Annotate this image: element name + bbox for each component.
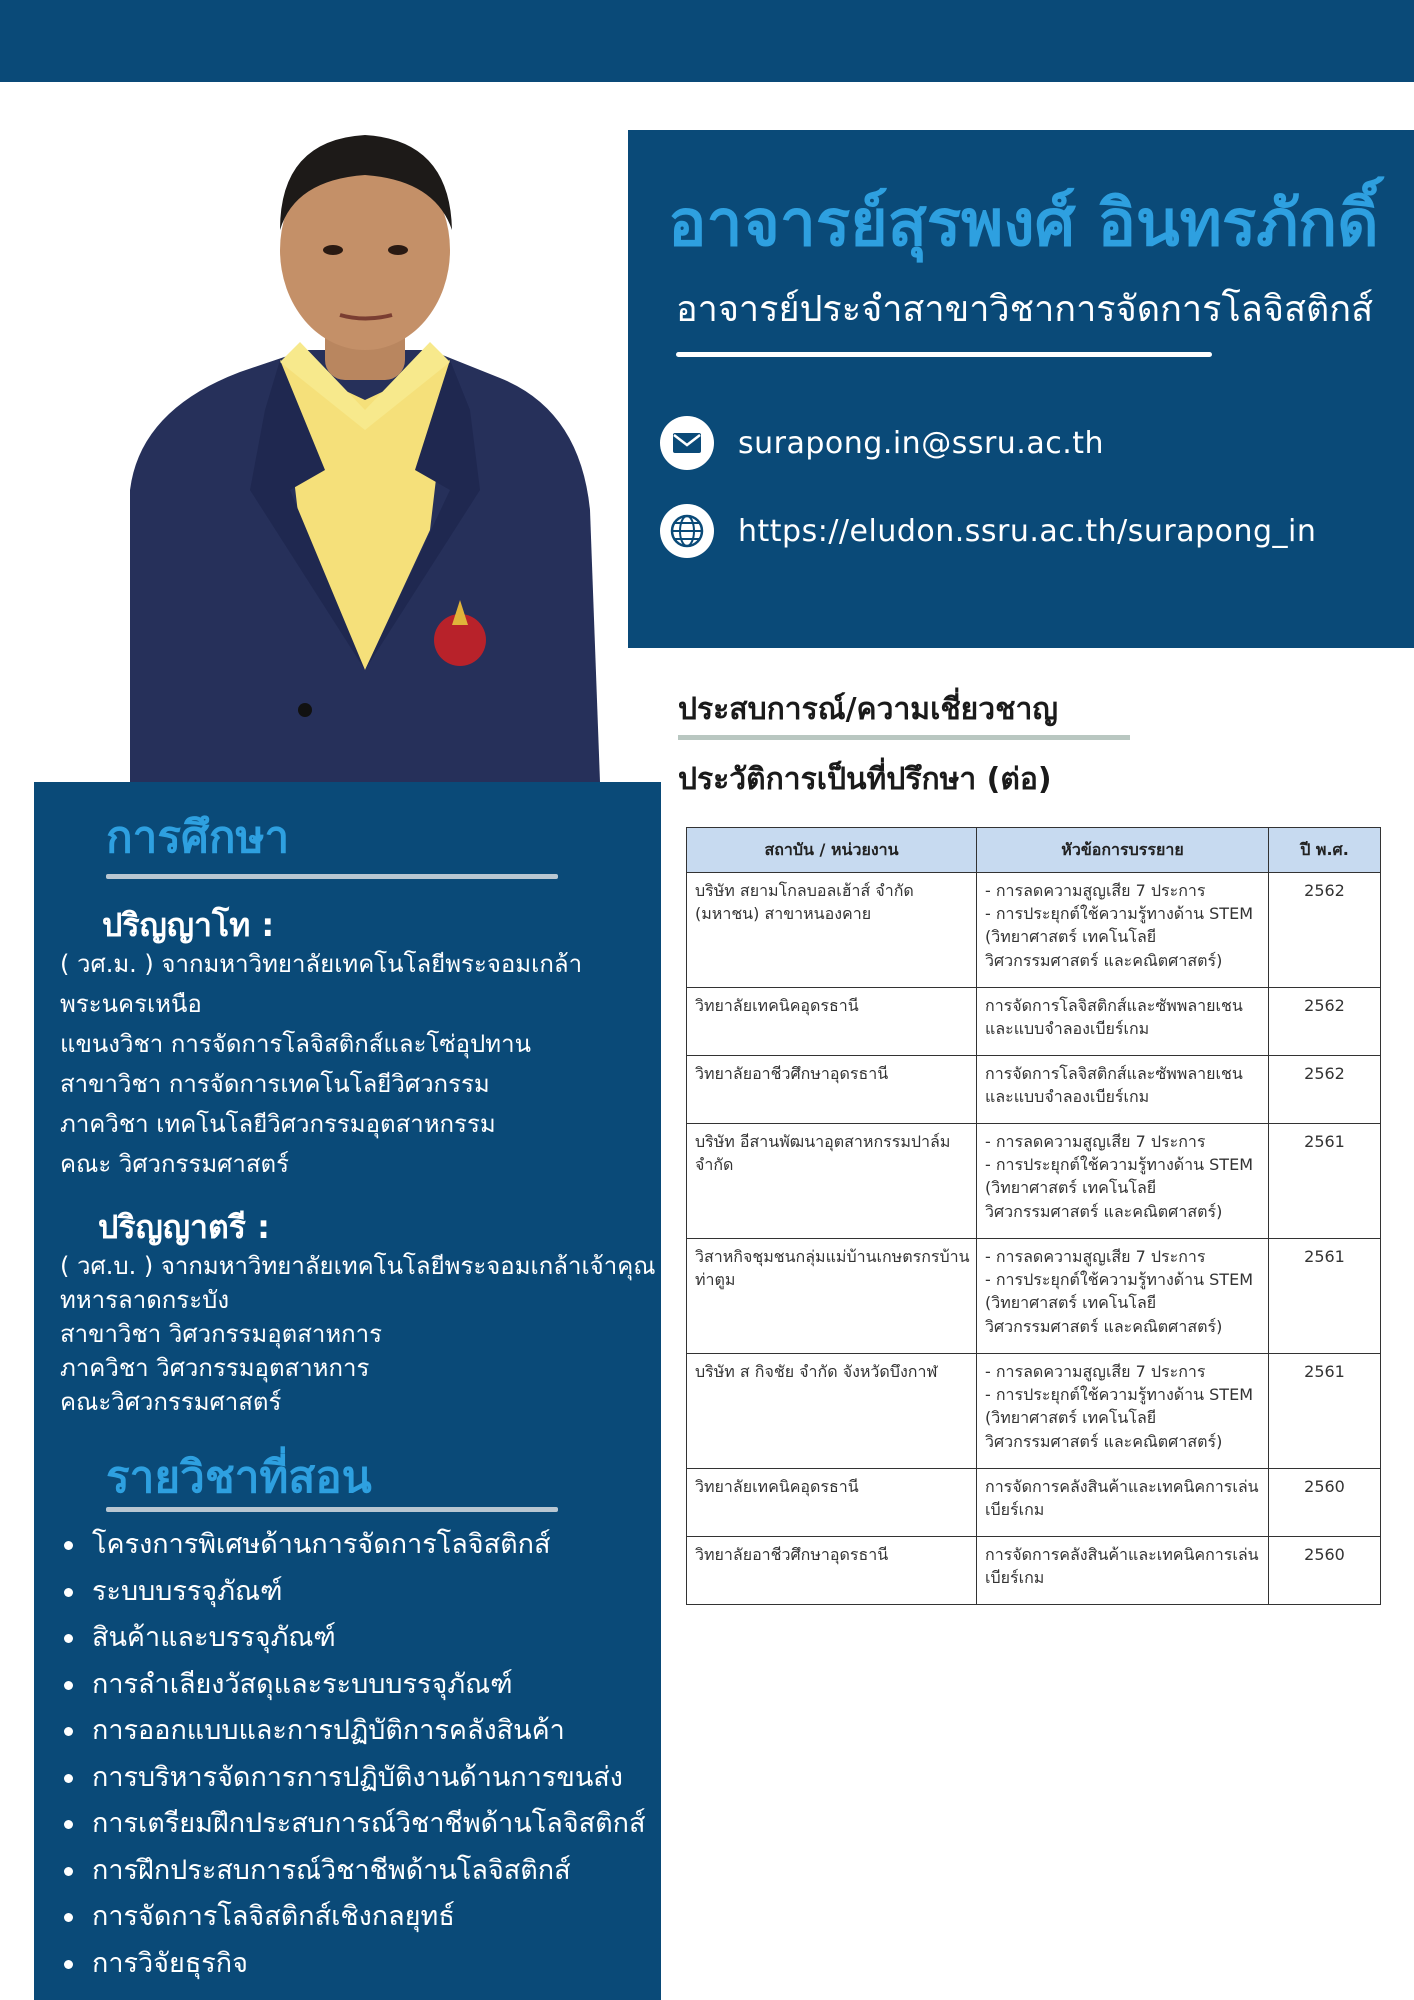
- masters-line: แขนงวิชา การจัดการโลจิสติกส์และโซ่อุปทาน: [60, 1030, 531, 1058]
- website-link[interactable]: https://eludon.ssru.ac.th/surapong_in: [738, 513, 1317, 549]
- education-divider: [106, 874, 558, 879]
- header-divider: [676, 352, 1212, 357]
- year-cell: 2561: [1269, 1239, 1381, 1354]
- profile-photo: [130, 110, 600, 782]
- course-list: [58, 1522, 646, 1987]
- bachelors-line: ( วศ.บ. ) จากมหาวิทยาลัยเทคโนโลยีพระจอมเกล้าเจ้าคุณ: [60, 1252, 656, 1280]
- org-cell: บริษัท สยามโกลบอลเฮ้าส์ จำกัด (มหาชน) สาขาหนองคาย: [687, 873, 977, 988]
- table-row: [687, 1056, 1381, 1124]
- year-cell: 2560: [1269, 1537, 1381, 1605]
- instructor-role: อาจารย์ประจำสาขาวิชาการจัดการโลจิสติกส์: [676, 289, 1374, 330]
- bachelors-line: คณะวิศวกรรมศาสตร์: [60, 1388, 282, 1416]
- org-cell: วิสาหกิจชุมชนกลุ่มแม่บ้านเกษตรกรบ้าน ท่าตูม: [687, 1239, 977, 1354]
- masters-line: พระนครเหนือ: [60, 990, 202, 1018]
- topic-cell: การจัดการคลังสินค้าและเทคนิคการเล่น เบียร์เกม: [977, 1469, 1269, 1537]
- header-panel: [628, 130, 1414, 648]
- masters-line: คณะ วิศวกรรมศาสตร์: [60, 1150, 289, 1178]
- topic-cell: - การลดความสูญเสีย 7 ประการ - การประยุกต์ใช้ความรู้ทางด้าน STEM (วิทยาศาสตร์ เทคโนโลยี วิศวกรรมศาสตร์ และคณิตศาสตร์): [977, 1354, 1269, 1469]
- topic-cell: การจัดการโลจิสติกส์และซัพพลายเชน และแบบจำลองเบียร์เกม: [977, 1056, 1269, 1124]
- year-cell: 2562: [1269, 873, 1381, 988]
- course-item: สินค้าและบรรจุภัณฑ์: [58, 1615, 646, 1662]
- column-header: สถาบัน / หน่วยงาน: [687, 828, 977, 873]
- table-row: [687, 988, 1381, 1056]
- courses-title: รายวิชาที่สอน: [106, 1452, 372, 1503]
- consulting-history-title: ประวัติการเป็นที่ปรึกษา (ต่อ): [678, 762, 1052, 797]
- masters-line: สาขาวิชา การจัดการเทคโนโลยีวิศวกรรม: [60, 1070, 490, 1098]
- experience-title: ประสบการณ์/ความเชี่ยวชาญ: [678, 692, 1058, 727]
- table-row: [687, 1469, 1381, 1537]
- course-item: โครงการพิเศษด้านการจัดการโลจิสติกส์: [58, 1522, 646, 1569]
- year-cell: 2560: [1269, 1469, 1381, 1537]
- email-link[interactable]: surapong.in@ssru.ac.th: [738, 425, 1105, 461]
- topic-cell: การจัดการโลจิสติกส์และซัพพลายเชน และแบบจำลองเบียร์เกม: [977, 988, 1269, 1056]
- email-contact[interactable]: [660, 416, 1104, 470]
- org-cell: บริษัท ส กิจชัย จำกัด จังหวัดบึงกาฬ: [687, 1354, 977, 1469]
- course-item: ระบบบรรจุภัณฑ์: [58, 1569, 646, 1616]
- courses-divider: [106, 1507, 558, 1512]
- table-row: [687, 1537, 1381, 1605]
- table-row: [687, 873, 1381, 988]
- masters-line: ภาควิชา เทคโนโลยีวิศวกรรมอุตสาหกรรม: [60, 1110, 496, 1138]
- year-cell: 2562: [1269, 1056, 1381, 1124]
- column-header: ปี พ.ศ.: [1269, 828, 1381, 873]
- topic-cell: - การลดความสูญเสีย 7 ประการ - การประยุกต์ใช้ความรู้ทางด้าน STEM (วิทยาศาสตร์ เทคโนโลยี วิศวกรรมศาสตร์ และคณิตศาสตร์): [977, 1239, 1269, 1354]
- instructor-name: อาจารย์สุรพงศ์ อินทรภักดิ์: [668, 187, 1379, 261]
- org-cell: บริษัท อีสานพัฒนาอุตสาหกรรมปาล์ม จำกัด: [687, 1124, 977, 1239]
- envelope-icon: [660, 416, 714, 470]
- table-row: [687, 1124, 1381, 1239]
- masters-title: ปริญญาโท :: [102, 906, 275, 944]
- globe-icon: [660, 504, 714, 558]
- column-header: หัวข้อการบรรยาย: [977, 828, 1269, 873]
- table-row: [687, 1354, 1381, 1469]
- topic-cell: การจัดการคลังสินค้าและเทคนิคการเล่น เบียร์เกม: [977, 1537, 1269, 1605]
- education-title: การศึกษา: [106, 812, 290, 863]
- year-cell: 2561: [1269, 1124, 1381, 1239]
- topic-cell: - การลดความสูญเสีย 7 ประการ - การประยุกต์ใช้ความรู้ทางด้าน STEM (วิทยาศาสตร์ เทคโนโลยี วิศวกรรมศาสตร์ และคณิตศาสตร์): [977, 873, 1269, 988]
- org-cell: วิทยาลัยเทคนิคอุดรธานี: [687, 1469, 977, 1537]
- bachelors-line: สาขาวิชา วิศวกรรมอุตสาหการ: [60, 1320, 383, 1348]
- bachelors-title: ปริญญาตรี :: [98, 1208, 270, 1246]
- table-row: [687, 1239, 1381, 1354]
- consulting-table: [686, 827, 1381, 1605]
- course-item: การเตรียมฝึกประสบการณ์วิชาชีพด้านโลจิสติกส์: [58, 1801, 646, 1848]
- bachelors-line: ภาควิชา วิศวกรรมอุตสาหการ: [60, 1354, 370, 1382]
- experience-divider: [678, 735, 1130, 740]
- top-banner: [0, 0, 1414, 82]
- course-item: การออกแบบและการปฏิบัติการคลังสินค้า: [58, 1708, 646, 1755]
- course-item: การวิจัยธุรกิจ: [58, 1941, 646, 1988]
- year-cell: 2561: [1269, 1354, 1381, 1469]
- course-item: การฝึกประสบการณ์วิชาชีพด้านโลจิสติกส์: [58, 1848, 646, 1895]
- course-item: การลำเลียงวัสดุและระบบบรรจุภัณฑ์: [58, 1662, 646, 1709]
- topic-cell: - การลดความสูญเสีย 7 ประการ - การประยุกต์ใช้ความรู้ทางด้าน STEM (วิทยาศาสตร์ เทคโนโลยี วิศวกรรมศาสตร์ และคณิตศาสตร์): [977, 1124, 1269, 1239]
- org-cell: วิทยาลัยอาชีวศึกษาอุดรธานี: [687, 1537, 977, 1605]
- course-item: การจัดการโลจิสติกส์เชิงกลยุทธ์: [58, 1894, 646, 1941]
- education-panel: [34, 782, 661, 2000]
- website-contact[interactable]: [660, 504, 1316, 558]
- org-cell: วิทยาลัยอาชีวศึกษาอุดรธานี: [687, 1056, 977, 1124]
- course-item: การบริหารจัดการการปฏิบัติงานด้านการขนส่ง: [58, 1755, 646, 1802]
- masters-line: ( วศ.ม. ) จากมหาวิทยาลัยเทคโนโลยีพระจอมเกล้า: [60, 950, 583, 978]
- table-header-row: [687, 828, 1381, 873]
- org-cell: วิทยาลัยเทคนิคอุดรธานี: [687, 988, 977, 1056]
- bachelors-line: ทหารลาดกระบัง: [60, 1286, 230, 1314]
- year-cell: 2562: [1269, 988, 1381, 1056]
